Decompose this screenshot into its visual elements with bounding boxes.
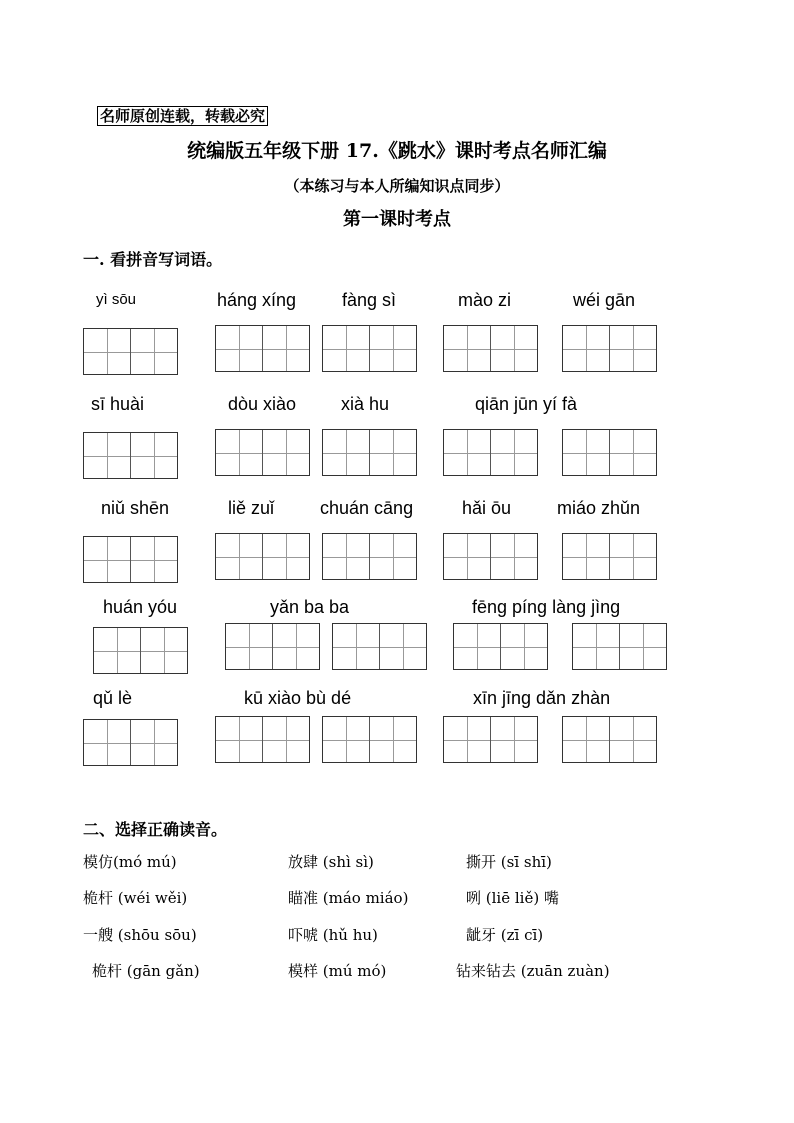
pinyin-label: fàng sì <box>342 290 397 310</box>
writing-grid[interactable] <box>225 623 320 670</box>
pinyin-label: sī huài <box>91 394 145 414</box>
reading-question: 龇牙 (zī cī) <box>466 926 544 944</box>
page-subtitle: （本练习与本人所编知识点同步） <box>284 177 510 195</box>
pinyin-label: kū xiào bù dé <box>244 688 352 708</box>
writing-grid[interactable] <box>215 533 310 580</box>
writing-grid[interactable] <box>83 719 178 766</box>
writing-grid[interactable] <box>443 716 538 763</box>
writing-grid[interactable] <box>443 533 538 580</box>
pinyin-label: xià hu <box>341 394 390 414</box>
section-1-heading: 一. 看拼音写词语。 <box>83 250 223 269</box>
page-title: 统编版五年级下册 17.《跳水》课时考点名师汇编 <box>187 140 607 162</box>
writing-grid[interactable] <box>215 325 310 372</box>
pinyin-label: dòu xiào <box>228 394 297 414</box>
pinyin-label: huán yóu <box>103 597 178 617</box>
copyright-tag: 名师原创连载，转载必究 <box>97 106 268 126</box>
reading-question: 吓唬 (hǔ hu) <box>288 926 378 944</box>
pinyin-label: mào zi <box>458 290 512 310</box>
reading-question: 模仿(mó mú) <box>83 853 177 871</box>
pinyin-label: yǎn ba ba <box>270 597 350 617</box>
pinyin-label: wéi gān <box>573 290 636 310</box>
reading-question: 一艘 (shōu sōu) <box>83 926 197 944</box>
pinyin-label: qǔ lè <box>93 688 133 708</box>
writing-grid[interactable] <box>322 533 417 580</box>
reading-question: 放肆 (shì sì) <box>288 853 374 871</box>
lesson-heading: 第一课时考点 <box>343 209 451 230</box>
pinyin-label: hǎi ōu <box>462 498 512 518</box>
writing-grid[interactable] <box>215 429 310 476</box>
section-2-heading: 二、选择正确读音。 <box>83 820 228 839</box>
reading-question: 瞄准 (máo miáo) <box>288 889 409 907</box>
pinyin-label: niǔ shēn <box>101 498 170 518</box>
writing-grid[interactable] <box>332 623 427 670</box>
writing-grid[interactable] <box>562 716 657 763</box>
writing-grid[interactable] <box>453 623 548 670</box>
writing-grid[interactable] <box>443 429 538 476</box>
reading-question: 模样 (mú mó) <box>288 962 387 980</box>
writing-grid[interactable] <box>572 623 667 670</box>
writing-grid[interactable] <box>322 716 417 763</box>
writing-grid[interactable] <box>322 429 417 476</box>
pinyin-label: liě zuǐ <box>228 498 275 518</box>
reading-question: 撕开 (sī shī) <box>466 853 552 871</box>
pinyin-label: fēng píng làng jìng <box>472 597 621 617</box>
writing-grid[interactable] <box>83 432 178 479</box>
pinyin-label: chuán cāng <box>320 498 414 518</box>
pinyin-label: háng xíng <box>217 290 297 310</box>
reading-question: 咧 (liē liě) 嘴 <box>466 889 559 907</box>
writing-grid[interactable] <box>83 536 178 583</box>
writing-grid[interactable] <box>562 325 657 372</box>
pinyin-label: miáo zhǔn <box>557 498 641 518</box>
writing-grid[interactable] <box>83 328 178 375</box>
writing-grid[interactable] <box>562 429 657 476</box>
writing-grid[interactable] <box>215 716 310 763</box>
reading-question: 桅杆 (gān gǎn) <box>92 962 200 980</box>
writing-grid[interactable] <box>443 325 538 372</box>
pinyin-label: yì sōu <box>96 291 137 308</box>
pinyin-label: xīn jīng dǎn zhàn <box>473 688 611 708</box>
reading-question: 桅杆 (wéi wěi) <box>83 889 188 907</box>
reading-question: 钻来钻去 (zuān zuàn) <box>456 962 610 980</box>
writing-grid[interactable] <box>322 325 417 372</box>
pinyin-label: qiān jūn yí fà <box>475 394 578 414</box>
writing-grid[interactable] <box>562 533 657 580</box>
writing-grid[interactable] <box>93 627 188 674</box>
